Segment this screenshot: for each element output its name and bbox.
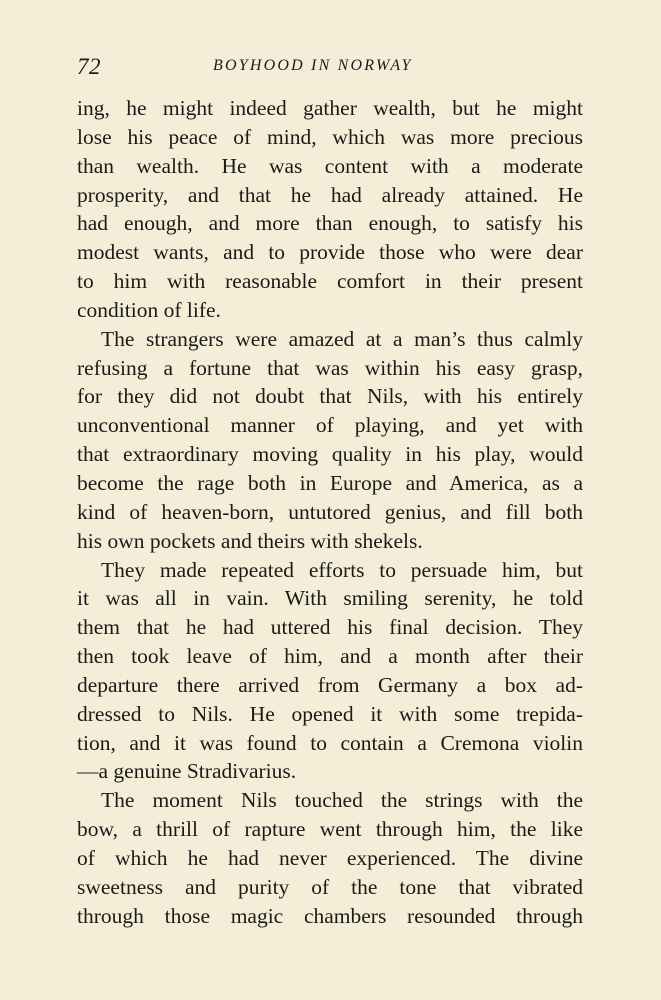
text-line: ing, he might indeed gather wealth, but he might <box>77 96 583 120</box>
text-line: refusing a fortune that was within his easy grasp, <box>77 355 583 380</box>
text-line: for they did not doubt that Nils, with his entirely <box>77 384 583 409</box>
text-line: kind of heaven-born, untutored genius, and fill both <box>77 499 583 524</box>
text-line: through those magic chambers resounded through <box>77 903 583 928</box>
running-title: BOYHOOD IN NORWAY <box>213 57 413 74</box>
text-line: them that he had uttered his final decision. They <box>77 615 583 640</box>
text-line: —a genuine Stradivarius. <box>77 759 297 784</box>
text-line: to him with reasonable comfort in their present <box>77 269 583 294</box>
text-line: departure there arrived from Germany a box ad- <box>77 672 583 697</box>
text-line: lose his peace of mind, which was more precious <box>77 124 583 149</box>
running-head <box>77 54 583 82</box>
text-line: condition of life. <box>77 297 221 322</box>
text-line: sweetness and purity of the tone that vibrated <box>77 874 583 899</box>
text-line: The strangers were amazed at a man’s thus calmly <box>101 326 583 351</box>
text-line: bow, a thrill of rapture went through him, the like <box>77 817 583 842</box>
text-line: that extraordinary moving quality in his play, would <box>77 442 583 467</box>
text-line: than wealth. He was content with a moderate <box>77 153 583 178</box>
page-number: 72 <box>77 54 101 79</box>
text-line: unconventional manner of playing, and yet with <box>77 413 583 438</box>
body-text <box>77 94 583 930</box>
text-line: become the rage both in Europe and America, as a <box>77 470 583 495</box>
text-line: prosperity, and that he had already attained. He <box>77 182 583 207</box>
text-line: tion, and it was found to contain a Cremona violin <box>77 730 583 755</box>
text-line: had enough, and more than enough, to satisfy his <box>77 211 583 236</box>
text-line: They made repeated efforts to persuade him, but <box>101 557 583 582</box>
text-line: modest wants, and to provide those who were dear <box>77 240 583 265</box>
text-line: it was all in vain. With smiling serenity, he told <box>77 586 583 611</box>
text-line: dressed to Nils. He opened it with some trepida- <box>77 701 583 726</box>
text-line: his own pockets and theirs with shekels. <box>77 528 423 553</box>
text-line: The moment Nils touched the strings with the <box>101 788 583 813</box>
text-line: of which he had never experienced. The divine <box>77 845 583 870</box>
text-line: then took leave of him, and a month after their <box>77 644 583 669</box>
